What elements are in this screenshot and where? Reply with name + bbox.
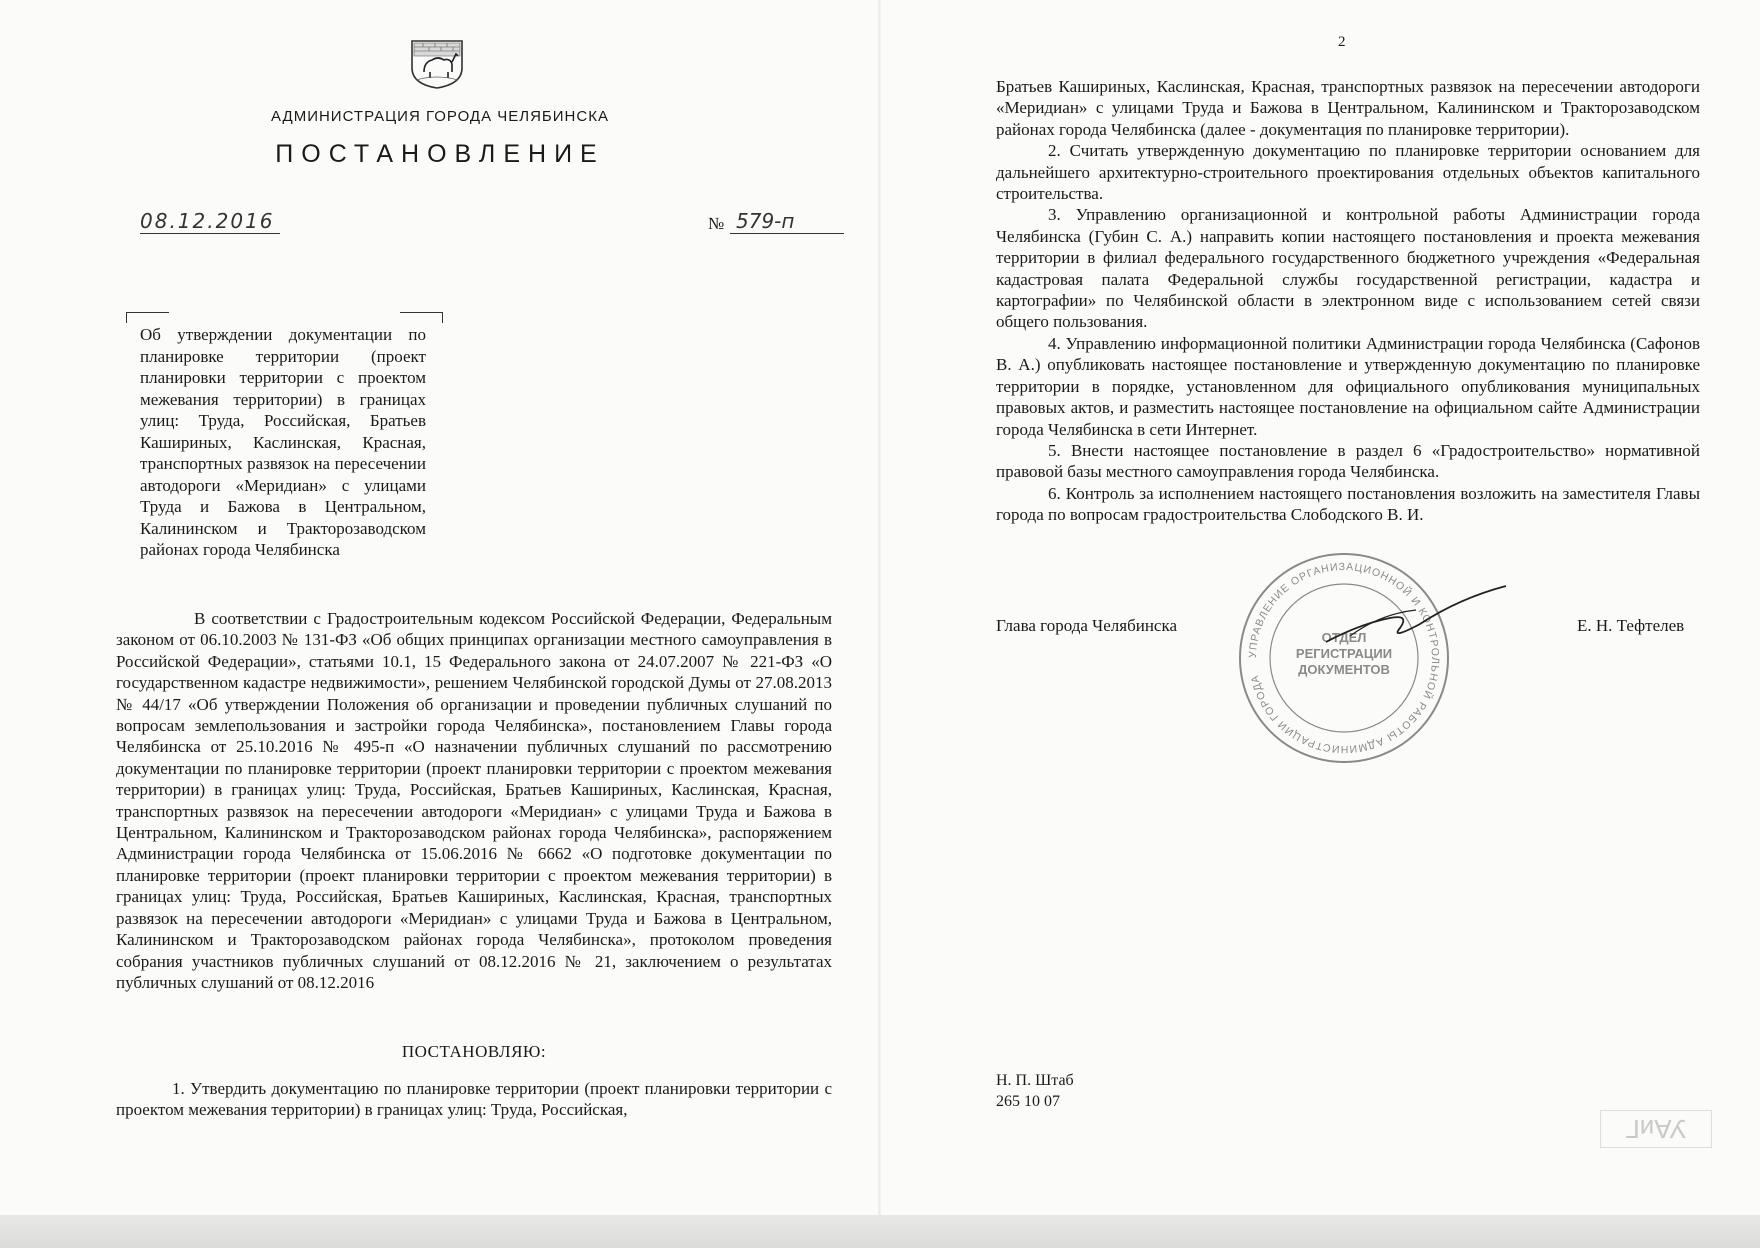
official-stamp [1234,548,1454,768]
document-subject: Об утверждении документации по планировке территории (проект планировки территории с проектом межевания территории) в границах улиц: Труда, Российская, Братьев Кашириных, Каслинская, Красная, транспортных развязок на пересечении автодороги «Меридиан» с улицами Труда и Бажова в Центральном, Калининском и Тракторозаводском районах города Челябинска [140,325,426,559]
item-2: 2. Считать утвержденную документацию по планировке территории основанием для дальнейшего архитектурно-строительного проектирования отдельных объектов капитального строительства. [996,141,1700,204]
executor-name: Н. П. Штаб [996,1072,1074,1089]
item-1-start: 1. Утвердить документацию по планировке территории (проект планировки территории с проектом межевания территории) в границах улиц: Труда, Российская, [116,1079,832,1120]
subject-bracket-right [400,312,443,323]
resolve-heading: ПОСТАНОВЛЯЮ: [401,1042,547,1061]
signature-icon [1320,584,1510,654]
signer-name: Е. Н. Тефтелев [1577,616,1685,635]
page-fold [878,0,881,1215]
page-number: 2 [1338,34,1346,50]
faint-department-mark: УАиГ [1600,1110,1712,1148]
item-6: 6. Контроль за исполнением настоящего постановления возложить на заместителя Главы города по вопросам градостроительства Слободского В. И. [996,483,1700,525]
document-number-label: № [708,214,725,233]
subject-bracket-left [126,312,169,323]
item-1-continuation: Братьев Кашириных, Каслинская, Красная, транспортных развязок на пересечении автодороги «Меридиан» с улицами Труда и Бажова в Центральном, Калининском и Тракторозаводском районах города Челябинска (далее - документация по планировке территории). [996,77,1700,139]
executor-phone: 265 10 07 [996,1093,1060,1110]
scan-bottom-edge [0,1215,1760,1248]
page-2-body [996,76,1700,526]
preamble-paragraph: В соответствии с Градостроительным кодексом Российской Федерации, Федеральным законом от 06.10.2003 № 131-ФЗ «Об общих принципах организации местного самоуправления в Российской Федерации», статьями 10.1, 15 Федерального закона от 24.07.2007 № 221-ФЗ «О государственном кадастре недвижимости», решением Челябинской городской Думы от 27.08.2013 № 44/17 «Об утверждении Положения об организации и проведении публичных слушаний по вопросам землепользования и застройки города Челябинска», постановлением Главы города Челябинска от 25.10.2016 № 495-п «О назначении публичных слушаний по рассмотрению документации по планировке территории (проект планировки территории с проектом межевания территории) в границах улиц: Труда, Российская, Братьев Кашириных, Каслинская, Красная, транспортных развязок на пересечении автодороги «Меридиан» с улицами Труда и Бажова в Центральном, Калининском и Тракторозаводском районах города Челябинска», распоряжением Администрации города Челябинска от 15.06.2016 № 6662 «О подготовке документации по планировке территории (проект планировки территории с проектом межевания территории) в границах улиц: Труда, Российская, Братьев Кашириных, Каслинская, Красная, транспортных развязок на пересечении автодороги «Меридиан» с улицами Труда и Бажова в Центральном, Калининском и Тракторозаводском районах города Челябинска», протоколом проведения собрания участников публичных слушаний от 08.12.2016 № 21, заключением о результатах публичных слушаний от 08.12.2016 [116,609,832,992]
administration-title: АДМИНИСТРАЦИЯ ГОРОДА ЧЕЛЯБИНСКА [271,108,609,125]
stamp-center-text: ОТДЕЛ РЕГИСТРАЦИИ ДОКУМЕНТОВ [1295,630,1393,677]
item-3: 3. Управлению организационной и контрольной работы Администрации города Челябинска (Губин С. А.) направить копии настоящего постановления и проекта межевания территории в филиал федерального государственного бюджетного учреждения «Федеральная кадастровая палата Федеральной службы государственной регистрации, кадастра и картографии» по Челябинской области в электронном виде с использованием сетей связи общего пользования. [996,205,1700,332]
signer-title: Глава города Челябинска [996,616,1178,635]
stamp-ring-text: УПРАВЛЕНИЕ ОРГАНИЗАЦИОННОЙ И КОНТРОЛЬНОЙ РАБОТЫ АДМИНИСТРАЦИИ ГОРОДА [1246,560,1442,756]
coat-of-arms-icon [408,38,466,90]
item-5: 5. Внести настоящее постановление в раздел 6 «Градостроительство» нормативной правовой базы местного самоуправления города Челябинска. [996,440,1700,482]
item-4: 4. Управлению информационной политики Администрации города Челябинска (Сафонов В. А.) опубликовать настоящее постановление и утвержденную документацию по планировке территории в порядке, установленном для официального опубликования муниципальных правовых актов, и разместить настоящее постановление на официальном сайте Администрации города Челябинска в сети Интернет. [996,333,1700,439]
document-date: 08.12.2016 [140,209,280,234]
document-type-title: ПОСТАНОВЛЕНИЕ [275,140,605,168]
document-number: 579-п [730,209,844,234]
